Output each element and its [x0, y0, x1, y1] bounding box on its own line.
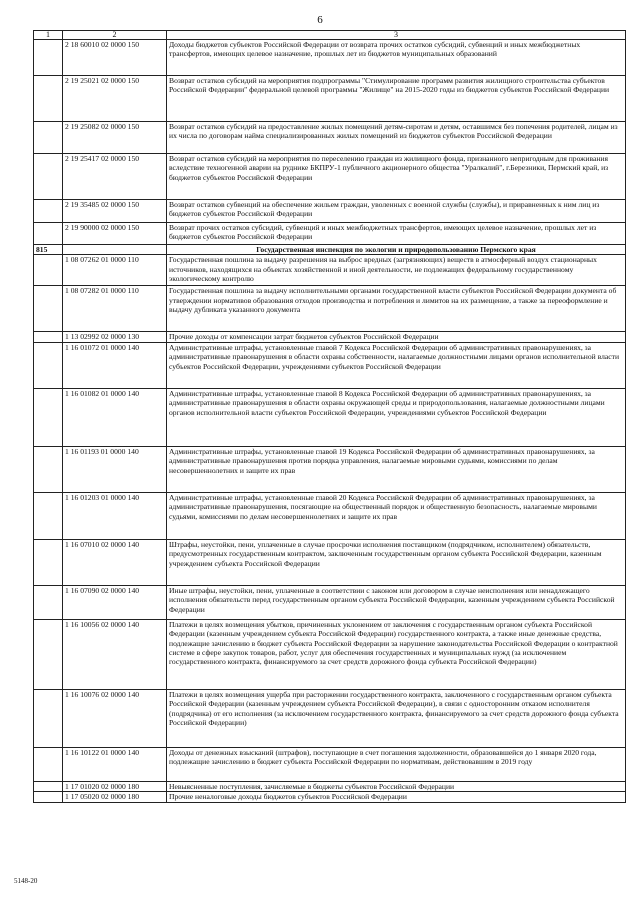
revenue-code-cell: 2 19 25021 02 0000 150	[63, 76, 167, 122]
revenue-code-cell: 1 16 01193 01 0000 140	[63, 446, 167, 492]
column-header-3: 3	[167, 31, 626, 40]
revenue-description-cell: Административные штрафы, установленные главой 20 Кодекса Российской Федерации об административных правонарушениях, за административные правонарушения, посягающие на общественный порядок и общественную безопасность, налагаемые мировыми судьями, комиссиями по делам несовершеннолетних и защите их прав	[167, 492, 626, 539]
revenue-code-cell: 2 18 60010 02 0000 150	[63, 40, 167, 76]
revenue-description-cell: Возврат остатков субсидий на мероприятия по переселению граждан из жилищного фонда, признанного непригодным для проживания вследствие техногенной аварии на руднике БКПРУ-1 публичного акционерного общества "Уралкалий", г.Березники, Пермский край, из бюджетов субъектов Российской Федерации	[167, 154, 626, 200]
table-row	[34, 223, 626, 245]
admin-code-cell	[34, 332, 63, 342]
revenue-description-cell: Платежи в целях возмещения ущерба при расторжении государственного контракта, заключенного с государственным органом субъекта Российской Федерации (казенным учреждением субъекта Российской Федерации), в связи с односторонним отказом исполнителя (подрядчика) от его исполнения (за исключением государственного контракта, финансируемого за счет средств дорожного фонда субъекта Российской Федерации)	[167, 689, 626, 747]
section-row	[34, 245, 626, 255]
revenue-description-cell: Иные штрафы, неустойки, пени, уплаченные в соответствии с законом или договором в случае неисполнения или ненадлежащего исполнения обязательств перед государственным органом субъекта Российской Федерации, казенным учреждением субъекта Российской Федерации	[167, 585, 626, 619]
admin-code-cell	[34, 585, 63, 619]
admin-code-cell	[34, 781, 63, 791]
admin-code-cell	[34, 446, 63, 492]
table-row	[34, 619, 626, 689]
revenue-description-cell: Возврат остатков субсидий на мероприятия подпрограммы "Стимулирование программ развития жилищного строительства субъектов Российской Федерации" федеральной целевой программы "Жилище" на 2015-2020 годы из бюджетов субъектов Российской Федерации	[167, 76, 626, 122]
revenue-description-cell: Платежи в целях возмещения убытков, причиненных уклонением от заключения с государственным органом субъекта Российской Федерации (казенным учреждением субъекта Российской Федерации) государственного контракта, а также иные денежные средства, подлежащие зачислению в бюджет субъекта Российской Федерации за нарушение законодательства Российской Федерации о контрактной системе в сфере закупок товаров, работ, услуг для обеспечения государственных и муниципальных нужд (за исключением государственного контракта, финансируемого за счет средств дорожного фонда субъекта Российской Федерации)	[167, 619, 626, 689]
revenue-code-cell: 1 17 01020 02 0000 180	[63, 781, 167, 791]
table-row	[34, 76, 626, 122]
table-row	[34, 781, 626, 791]
admin-code-cell	[34, 40, 63, 76]
table-row	[34, 40, 626, 76]
revenue-description-cell: Административные штрафы, установленные главой 7 Кодекса Российской Федерации об административных правонарушениях, за административные правонарушения в области охраны собственности, налагаемые должностными лицами органов исполнительной власти субъектов Российской Федерации, учреждениями субъектов Российской Федерации	[167, 342, 626, 388]
revenue-code-cell: 1 08 07262 01 0000 110	[63, 255, 167, 286]
table-row	[34, 492, 626, 539]
admin-code-cell	[34, 223, 63, 245]
admin-code-cell	[34, 154, 63, 200]
table-row	[34, 747, 626, 781]
revenue-description-cell: Прочие доходы от компенсации затрат бюджетов субъектов Российской Федерации	[167, 332, 626, 342]
revenue-code-cell: 1 13 02992 02 0000 130	[63, 332, 167, 342]
admin-code-cell	[34, 689, 63, 747]
admin-code-cell	[34, 255, 63, 286]
table-row	[34, 122, 626, 154]
admin-code-cell	[34, 76, 63, 122]
revenue-description-cell: Штрафы, неустойки, пени, уплаченные в случае просрочки исполнения поставщиком (подрядчиком, исполнителем) обязательств, предусмотренных государственным контрактом, заключенным государственным органом субъекта Российской Федерации, казенным учреждением субъекта Российской Федерации	[167, 539, 626, 585]
table-row	[34, 388, 626, 446]
revenue-description-cell: Государственная пошлина за выдачу разрешения на выброс вредных (загрязняющих) веществ в атмосферный воздух стационарных источников, находящихся на объектах хозяйственной и иной деятельности, не подлежащих федеральному государственному экологическому контролю	[167, 255, 626, 286]
revenue-code-cell: 2 19 90000 02 0000 150	[63, 223, 167, 245]
table-row	[34, 342, 626, 388]
revenue-code-cell: 1 16 01203 01 0000 140	[63, 492, 167, 539]
revenue-description-cell: Административные штрафы, установленные главой 8 Кодекса Российской Федерации об административных правонарушениях, за административные правонарушения в области охраны окружающей среды и природопользования, налагаемые должностными лицами органов исполнительной власти субъектов Российской Федерации, учреждениями субъектов Российской Федерации	[167, 388, 626, 446]
revenue-code-cell: 1 08 07282 01 0000 110	[63, 286, 167, 332]
admin-code-cell	[34, 286, 63, 332]
table-row	[34, 689, 626, 747]
table-row	[34, 792, 626, 802]
admin-code-cell	[34, 792, 63, 802]
table-header-row	[34, 31, 626, 40]
revenue-description-cell: Возврат прочих остатков субсидий, субвенций и иных межбюджетных трансфертов, имеющих целевое назначение, прошлых лет из бюджетов субъектов Российской Федерации	[167, 223, 626, 245]
revenue-description-cell: Прочие неналоговые доходы бюджетов субъектов Российской Федерации	[167, 792, 626, 802]
admin-code-cell: 815	[34, 245, 63, 255]
revenue-code-cell: 2 19 25082 02 0000 150	[63, 122, 167, 154]
revenue-description-cell: Невыясненные поступления, зачисляемые в бюджеты субъектов Российской Федерации	[167, 781, 626, 791]
table-row	[34, 539, 626, 585]
revenue-code-cell: 1 16 10122 01 0000 140	[63, 747, 167, 781]
revenue-code-cell: 1 16 01082 01 0000 140	[63, 388, 167, 446]
admin-code-cell	[34, 492, 63, 539]
admin-code-cell	[34, 122, 63, 154]
revenue-code-cell: 1 16 10076 02 0000 140	[63, 689, 167, 747]
revenue-code-cell	[63, 245, 167, 255]
table-row	[34, 446, 626, 492]
admin-code-cell	[34, 747, 63, 781]
table-row	[34, 255, 626, 286]
table-row	[34, 585, 626, 619]
revenue-code-cell: 1 16 01072 01 0000 140	[63, 342, 167, 388]
document-code: 5148-20	[14, 877, 38, 885]
revenue-codes-table	[33, 30, 626, 803]
admin-code-cell	[34, 342, 63, 388]
revenue-code-cell: 2 19 35485 02 0000 150	[63, 200, 167, 223]
revenue-description-cell: Административные штрафы, установленные главой 19 Кодекса Российской Федерации об административных правонарушениях, за административные правонарушения против порядка управления, налагаемые мировыми судьями, комиссиями по делам несовершеннолетних и защите их прав	[167, 446, 626, 492]
revenue-description-cell: Государственная инспекция по экологии и природопользованию Пермского края	[167, 245, 626, 255]
page-number: 6	[317, 14, 323, 26]
admin-code-cell	[34, 619, 63, 689]
table-row	[34, 286, 626, 332]
revenue-code-cell: 1 16 07010 02 0000 140	[63, 539, 167, 585]
admin-code-cell	[34, 200, 63, 223]
revenue-code-cell: 1 17 05020 02 0000 180	[63, 792, 167, 802]
revenue-code-cell: 1 16 10056 02 0000 140	[63, 619, 167, 689]
revenue-description-cell: Возврат остатков субсидий на предоставление жилых помещений детям-сиротам и детям, оставшимся без попечения родителей, лицам из их числа по договорам найма специализированных жилых помещений из бюджетов субъектов Российской Федерации	[167, 122, 626, 154]
table-row	[34, 200, 626, 223]
revenue-code-cell: 2 19 25417 02 0000 150	[63, 154, 167, 200]
revenue-code-cell: 1 16 07090 02 0000 140	[63, 585, 167, 619]
column-header-2: 2	[63, 31, 167, 40]
column-header-1: 1	[34, 31, 63, 40]
revenue-description-cell: Доходы бюджетов субъектов Российской Федерации от возврата прочих остатков субсидий, субвенций и иных межбюджетных трансфертов, имеющих целевое назначение, прошлых лет из бюджетов муниципальных образований	[167, 40, 626, 76]
table-row	[34, 154, 626, 200]
admin-code-cell	[34, 539, 63, 585]
revenue-description-cell: Возврат остатков субвенций на обеспечение жильем граждан, уволенных с военной службы (службы), и приравненных к ним лиц из бюджетов субъектов Российской Федерации	[167, 200, 626, 223]
admin-code-cell	[34, 388, 63, 446]
table-row	[34, 332, 626, 342]
revenue-description-cell: Доходы от денежных взысканий (штрафов), поступающие в счет погашения задолженности, образовавшейся до 1 января 2020 года, подлежащие зачислению в бюджет субъекта Российской Федерации по нормативам, действовавшим в 2019 году	[167, 747, 626, 781]
revenue-description-cell: Государственная пошлина за выдачу исполнительными органами государственной власти субъектов Российской Федерации документа об утверждении нормативов образования отходов производства и потребления и лимитов на их размещение, а также за переоформление и выдачу дубликата указанного документа	[167, 286, 626, 332]
